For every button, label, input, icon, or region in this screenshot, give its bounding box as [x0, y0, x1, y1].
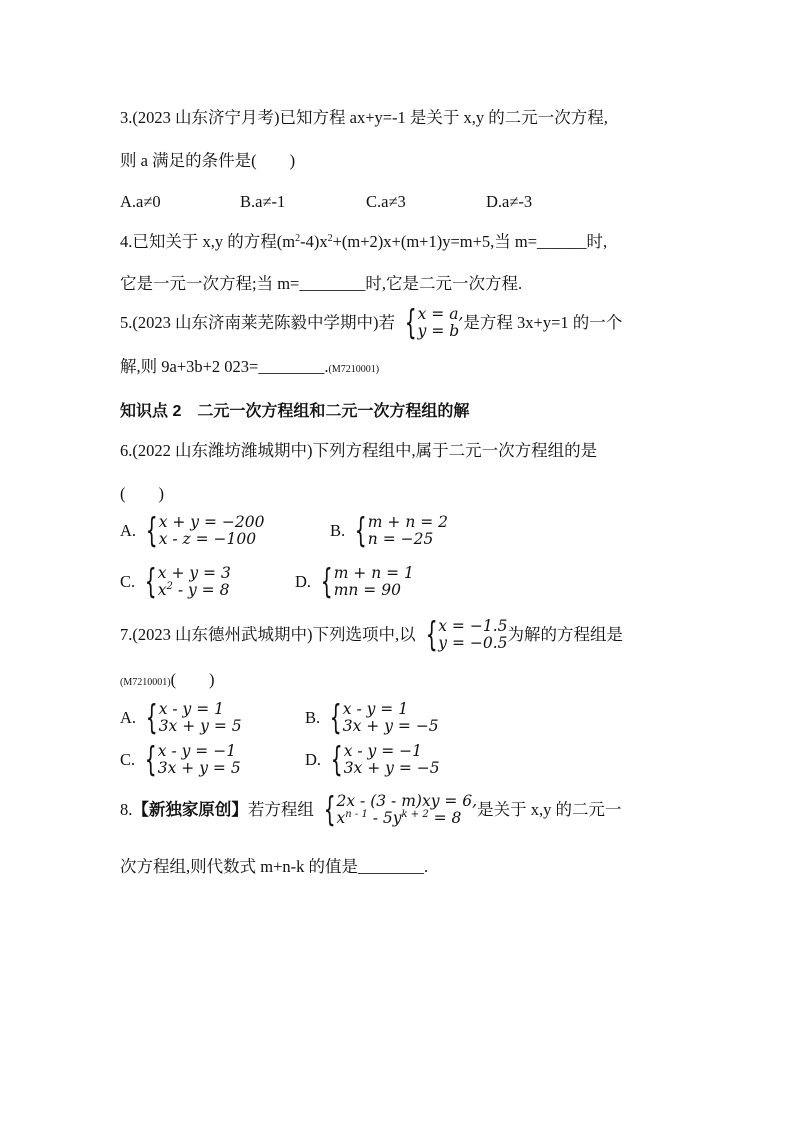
q3-option-b: B.a≠-1	[240, 192, 286, 211]
q6-option-c: C. { x + y = 3 $x^2 - y = 8$	[120, 562, 231, 602]
q8-tag: 【新独家原创】	[132, 800, 248, 819]
q7-option-c: C. { x - y = −1 3x + y = 5	[120, 740, 241, 780]
q5-solution-system: { x = a, y = b	[404, 303, 464, 343]
q8-line2: 次方程组,则代数式 m+n-k 的值是________.	[120, 857, 429, 876]
q3-line1: 3.(2023 山东济宁月考)已知方程 ax+y=-1 是关于 x,y 的二元一次方程,	[120, 108, 608, 127]
q6-option-d: D. { m + n = 1 mn = 90	[295, 562, 414, 602]
q8-line1: 8. 【新独家原创】 若方程组 { 2x - (3 - m)xy = 6, $x^{n - 1} - 5y^{k + 2} = 8$ 是关于 x,y 的二元一	[120, 790, 622, 830]
q7-line1: 7.(2023 山东德州武城期中)下列选项中,以 { x = −1.5 y = −0.5 为解的方程组是	[120, 615, 624, 655]
q7-option-d: D. { x - y = −1 3x + y = −5	[305, 740, 440, 780]
q7-code: (M7210001)	[120, 677, 171, 688]
q5-line2: 解,则 9a+3b+2 023=________.(M7210001)	[120, 357, 380, 376]
q4-line1: 4.已知关于 x,y 的方程$(m^2-4)x^2+(m+2)x+(m+1)y=m+5$,当 m=______时,	[120, 232, 608, 251]
q6-option-b: B. { m + n = 2 n = −25	[330, 511, 449, 551]
q5-code: (M7210001)	[328, 364, 380, 375]
q7-solution-system: { x = −1.5 y = −0.5	[425, 615, 508, 655]
q6-line2: ( )	[120, 484, 164, 503]
q6-option-a: A. { x + y = −200 x - z = −100	[120, 511, 265, 551]
q5-line1: 5.(2023 山东济南莱芜陈毅中学期中)若 { x = a, y = b 是方程 3x+y=1 的一个	[120, 303, 623, 343]
q3-option-a: A.a≠0	[120, 192, 161, 211]
q6-line1: 6.(2022 山东潍坊潍城期中)下列方程组中,属于二元一次方程组的是	[120, 441, 598, 460]
q3-option-c: C.a≠3	[366, 192, 406, 211]
q7-option-b: B. { x - y = 1 3x + y = −5	[305, 698, 439, 738]
q8-system: { 2x - (3 - m)xy = 6, $x^{n - 1} - 5y^{k + 2} = 8$	[323, 790, 478, 830]
q3-line2: 则 a 满足的条件是( )	[120, 151, 296, 170]
section-title: 知识点 2 二元一次方程组和二元一次方程组的解	[120, 403, 470, 420]
q4-line2: 它是一元一次方程;当 m=________时,它是二元一次方程.	[120, 274, 523, 293]
q7-option-a: A. { x - y = 1 3x + y = 5	[120, 698, 242, 738]
q7-line2: (M7210001)( )	[120, 670, 215, 689]
q3-option-d: D.a≠-3	[486, 192, 533, 211]
